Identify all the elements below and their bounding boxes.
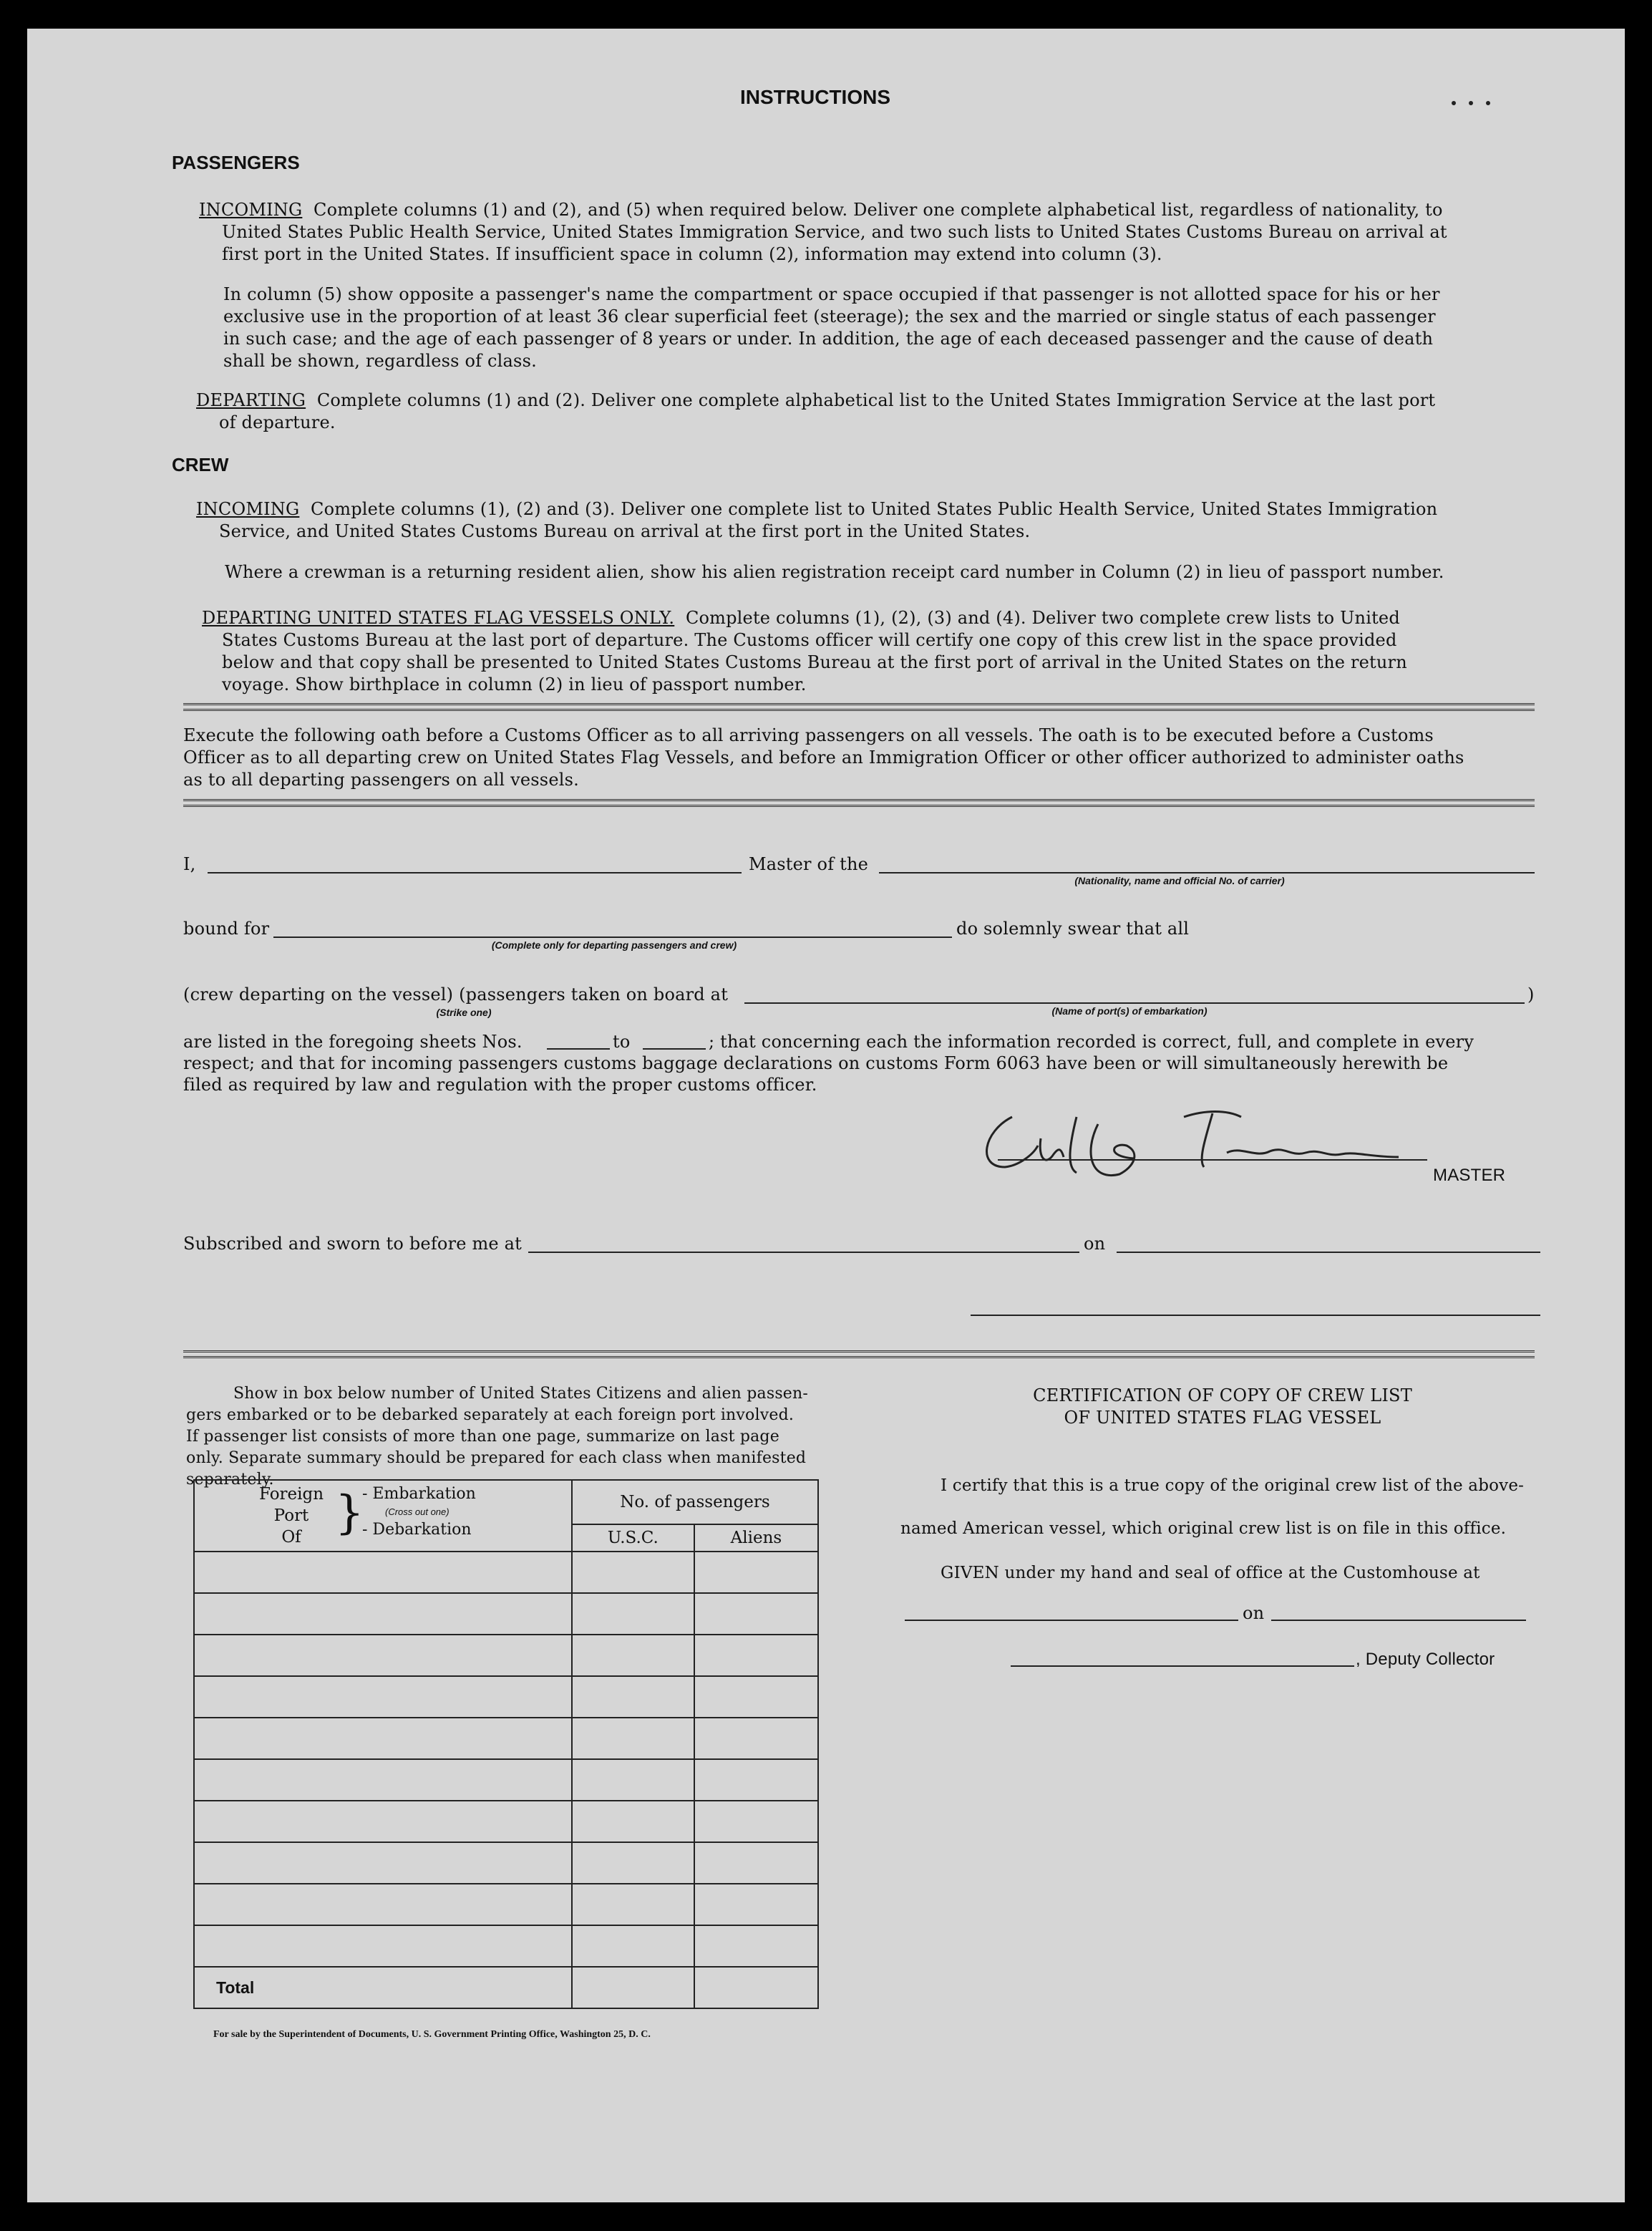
crew-departing-line-3: below and that copy shall be presented to United States Customs Bureau at the first port of arrival in the United States on the return <box>222 652 1407 672</box>
usc-cell[interactable] <box>572 1801 694 1842</box>
oath-instructions <box>183 725 1536 791</box>
port-cell[interactable] <box>194 1635 572 1676</box>
port-cell[interactable] <box>194 1842 572 1884</box>
close-paren: ) <box>1527 984 1535 1005</box>
to-word: to <box>613 1032 631 1052</box>
certification-title <box>965 1385 1480 1429</box>
port-cell[interactable] <box>194 1801 572 1842</box>
usc-cell[interactable] <box>572 1552 694 1593</box>
aliens-cell[interactable] <box>694 1842 818 1884</box>
summary-line-3: If passenger list consists of more than one page, summarize on last page <box>186 1428 779 1446</box>
usc-cell[interactable] <box>572 1842 694 1884</box>
crew-departing-line-1: Complete columns (1), (2), (3) and (4). Deliver two complete crew lists to United <box>685 608 1400 628</box>
certification-title-line-2: OF UNITED STATES FLAG VESSEL <box>1064 1408 1381 1428</box>
aliens-header: Aliens <box>694 1524 818 1552</box>
master-of-the-label: Master of the <box>749 854 869 874</box>
carrier-field[interactable] <box>879 872 1535 873</box>
passenger-summary-table <box>193 1479 819 2009</box>
aliens-cell[interactable] <box>694 1676 818 1718</box>
passengers-incoming-label: INCOMING <box>199 200 303 220</box>
bound-for-label: bound for <box>183 919 270 939</box>
debarkation-label: - Debarkation <box>362 1521 472 1539</box>
usc-total-cell[interactable] <box>572 1967 694 2008</box>
divider <box>183 709 1535 711</box>
usc-header: U.S.C. <box>572 1524 694 1552</box>
cross-out-hint: (Cross out one) <box>385 1506 450 1517</box>
crew-resident-line: Where a crewman is a returning resident alien, show his alien registration receipt card number in Column (2) in lieu of passport number. <box>225 562 1444 582</box>
swear-text: do solemnly swear that all <box>956 919 1190 939</box>
gpo-footer: For sale by the Superintendent of Documents, U. S. Government Printing Office, Washington 25, D. C. <box>213 2029 651 2040</box>
certification-date-field[interactable] <box>1271 1620 1526 1621</box>
oath-i-label: I, <box>183 854 196 874</box>
deputy-collector-signature-field[interactable] <box>1011 1665 1354 1667</box>
port-cell[interactable] <box>194 1759 572 1801</box>
aliens-cell[interactable] <box>694 1884 818 1925</box>
divider <box>183 703 1535 705</box>
divider <box>183 1356 1535 1358</box>
subscribed-label: Subscribed and sworn to before me at <box>183 1234 523 1254</box>
port-label: Port <box>273 1506 309 1525</box>
port-cell[interactable] <box>194 1718 572 1759</box>
crew-heading: CREW <box>172 454 229 475</box>
aliens-total-cell[interactable] <box>694 1967 818 2008</box>
deputy-collector-label: , Deputy Collector <box>1356 1650 1495 1669</box>
crew-departing-paragraph <box>202 607 1533 696</box>
subscribed-date-field[interactable] <box>1117 1252 1540 1253</box>
master-label: MASTER <box>1433 1166 1506 1185</box>
subscribed-place-field[interactable] <box>528 1252 1079 1253</box>
corner-marks <box>1452 95 1503 108</box>
listed-prefix: are listed in the foregoing sheets Nos. <box>183 1032 523 1052</box>
port-cell[interactable] <box>194 1676 572 1718</box>
passengers-departing-label: DEPARTING <box>196 390 306 410</box>
usc-cell[interactable] <box>572 1676 694 1718</box>
strike-one-hint: (Strike one) <box>436 1007 492 1018</box>
crew-departing-label: DEPARTING UNITED STATES FLAG VESSELS ONLY. <box>202 608 675 628</box>
passengers-incoming-line-2: United States Public Health Service, United States Immigration Service, and two such lists to United States Customs Bureau on arrival at <box>222 222 1447 242</box>
column5-line-2: exclusive use in the proportion of at least 36 clear superficial feet (steerage); the sex and the married or single status of each passenger <box>223 306 1436 326</box>
crew-departing-line-4: voyage. Show birthplace in column (2) in lieu of passport number. <box>222 674 807 695</box>
bound-for-hint: (Complete only for departing passengers and crew) <box>491 939 737 951</box>
usc-cell[interactable] <box>572 1593 694 1635</box>
master-signature-image <box>969 1088 1442 1189</box>
filed-line: filed as required by law and regulation with the proper customs officer. <box>183 1075 817 1095</box>
foreign-port-header <box>194 1480 572 1552</box>
customhouse-field[interactable] <box>905 1620 1238 1621</box>
crew-incoming-line-2: Service, and United States Customs Bureau on arrival at the first port in the United States. <box>219 521 1031 541</box>
summary-line-4: only. Separate summary should be prepared for each class when manifested <box>186 1449 807 1467</box>
passengers-departing-paragraph <box>196 389 1527 434</box>
summary-line-2: gers embarked or to be debarked separately at each foreign port involved. <box>186 1406 795 1424</box>
usc-cell[interactable] <box>572 1925 694 1967</box>
of-label: Of <box>281 1528 301 1547</box>
column5-line-3: in such case; and the age of each passenger of 8 years or under. In addition, the age of each deceased passenger and the cause of death <box>223 329 1434 349</box>
oath-intro-line-3: as to all departing passengers on all vessels. <box>183 770 579 790</box>
aliens-cell[interactable] <box>694 1759 818 1801</box>
crew-incoming-line-1: Complete columns (1), (2) and (3). Deliver one complete list to United States Public Health Service, United States Immigration <box>311 499 1438 519</box>
page-title: INSTRUCTIONS <box>740 86 890 108</box>
usc-cell[interactable] <box>572 1884 694 1925</box>
summary-instructions <box>186 1383 852 1491</box>
aliens-cell[interactable] <box>694 1552 818 1593</box>
column5-line-4: shall be shown, regardless of class. <box>223 351 537 371</box>
brace-icon: } <box>335 1486 364 1539</box>
aliens-cell[interactable] <box>694 1801 818 1842</box>
oath-intro-line-2: Officer as to all departing crew on United States Flag Vessels, and before an Immigration Officer or other officer authorized to administer oaths <box>183 747 1464 768</box>
certification-line-2: named American vessel, which original crew list is on file in this office. <box>900 1519 1507 1538</box>
certification-on-word: on <box>1243 1603 1265 1623</box>
summary-line-1: Show in box below number of United States Citizens and alien passen- <box>233 1385 809 1403</box>
summary-line-5: separately. <box>186 1471 274 1489</box>
passengers-departing-line-2: of departure. <box>219 412 336 432</box>
sheet-to-field[interactable] <box>643 1048 706 1050</box>
no-passengers-header: No. of passengers <box>572 1480 818 1524</box>
passengers-incoming-paragraph <box>199 199 1516 266</box>
column5-line-1: In column (5) show opposite a passenger's name the compartment or space occupied if that passenger is not allotted space for his or her <box>223 284 1440 304</box>
master-name-field[interactable] <box>208 872 742 873</box>
passengers-heading: PASSENGERS <box>172 152 300 173</box>
passengers-incoming-line-3: first port in the United States. If insufficient space in column (2), information may extend into column (3). <box>222 244 1162 264</box>
passengers-column5-paragraph <box>223 284 1526 372</box>
total-label: Total <box>194 1967 572 2008</box>
aliens-cell[interactable] <box>694 1593 818 1635</box>
crew-passengers-text: (crew departing on the vessel) (passengers taken on board at <box>183 984 729 1005</box>
embarkation-ports-hint: (Name of port(s) of embarkation) <box>1051 1005 1208 1017</box>
form-page <box>27 29 1625 2202</box>
divider <box>183 805 1535 807</box>
aliens-cell[interactable] <box>694 1718 818 1759</box>
crew-incoming-label: INCOMING <box>196 499 300 519</box>
usc-cell[interactable] <box>572 1759 694 1801</box>
divider <box>183 1350 1535 1352</box>
crew-incoming-paragraph <box>196 498 1527 543</box>
certification-line-1: I certify that this is a true copy of the original crew list of the above- <box>941 1476 1525 1495</box>
oath-intro-line-1: Execute the following oath before a Customs Officer as to all arriving passengers on all vessels. The oath is to be executed before a Customs <box>183 725 1434 745</box>
port-cell[interactable] <box>194 1925 572 1967</box>
sheet-from-field[interactable] <box>547 1048 610 1050</box>
embarkation-label: - Embarkation <box>362 1485 476 1503</box>
embarkation-ports-field[interactable] <box>744 1002 1525 1004</box>
carrier-hint: (Nationality, name and official No. of carrier) <box>1074 875 1285 886</box>
divider <box>183 799 1535 801</box>
foreign-label: Foreign <box>259 1485 324 1504</box>
subscribed-on-word: on <box>1084 1234 1106 1254</box>
crew-departing-line-2: States Customs Bureau at the last port of departure. The Customs officer will certify one copy of this crew list in the space provided <box>222 630 1397 650</box>
port-cell[interactable] <box>194 1552 572 1593</box>
aliens-cell[interactable] <box>694 1925 818 1967</box>
passengers-departing-line-1: Complete columns (1) and (2). Deliver one complete alphabetical list to the United States Immigration Service at the last port <box>316 390 1436 410</box>
usc-cell[interactable] <box>572 1635 694 1676</box>
officer-signature-field[interactable] <box>971 1315 1540 1316</box>
certification-title-line-1: CERTIFICATION OF COPY OF CREW LIST <box>1033 1385 1412 1405</box>
port-cell[interactable] <box>194 1884 572 1925</box>
certification-line-3: GIVEN under my hand and seal of office at the Customhouse at <box>941 1564 1480 1582</box>
aliens-cell[interactable] <box>694 1635 818 1676</box>
listed-suffix: ; that concerning each the information recorded is correct, full, and complete in every <box>709 1032 1474 1052</box>
bound-for-field[interactable] <box>273 937 952 938</box>
port-cell[interactable] <box>194 1593 572 1635</box>
usc-cell[interactable] <box>572 1718 694 1759</box>
passengers-incoming-line-1: Complete columns (1) and (2), and (5) when required below. Deliver one complete alphabetical list, regardless of nationality, to <box>314 200 1443 220</box>
respect-line: respect; and that for incoming passengers customs baggage declarations on customs Form 6063 have been or will simultaneously herewith be <box>183 1053 1449 1073</box>
